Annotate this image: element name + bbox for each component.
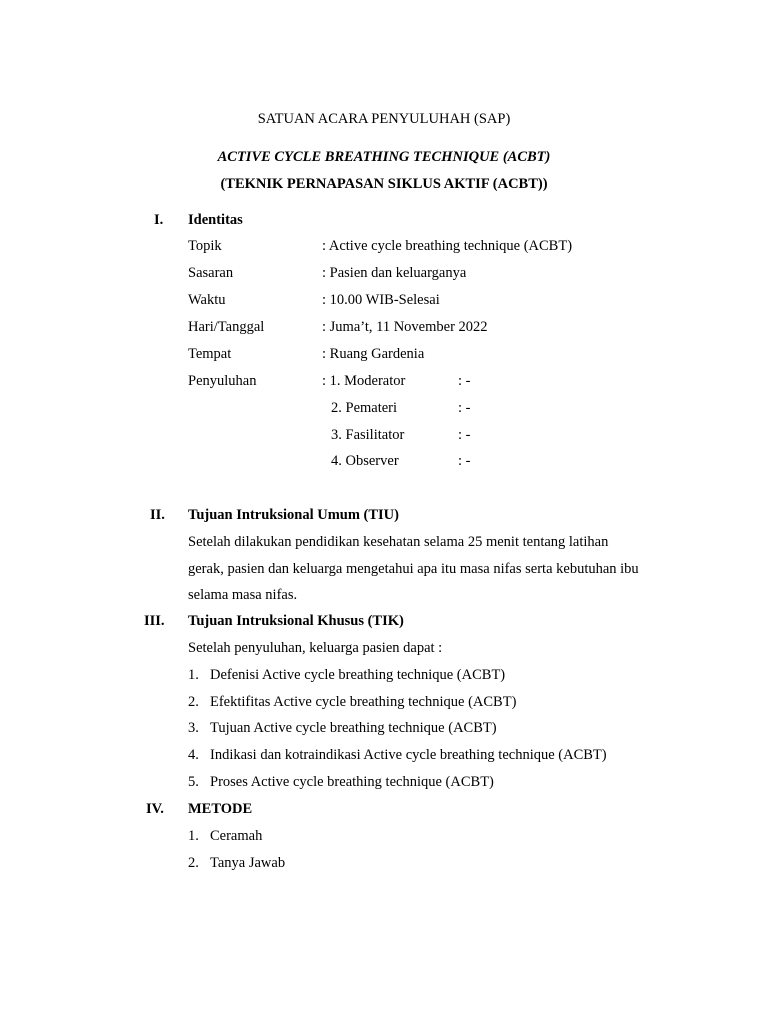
section-2-numeral: II. xyxy=(150,507,165,523)
identity-label-sasaran: Sasaran xyxy=(188,265,234,281)
tiu-paragraph-line-2: gerak, pasien dan keluarga mengetahui apa itu masa nifas serta kebutuhan ibu xyxy=(188,561,639,577)
tiu-paragraph-line-3: selama masa nifas. xyxy=(188,587,298,603)
role-value-observer: : - xyxy=(458,453,471,469)
identity-value-tempat: : Ruang Gardenia xyxy=(322,346,425,362)
identity-label-tempat: Tempat xyxy=(188,346,232,362)
identity-value-sasaran: : Pasien dan keluarganya xyxy=(322,265,467,281)
identity-label-penyuluhan: Penyuluhan xyxy=(188,373,257,389)
identity-value-waktu: : 10.00 WIB-Selesai xyxy=(322,292,440,308)
section-2-heading: Tujuan Intruksional Umum (TIU) xyxy=(188,507,399,523)
section-1-heading: Identitas xyxy=(188,212,243,228)
section-1-numeral: I. xyxy=(154,212,164,228)
tik-item-number: 5. xyxy=(188,774,199,790)
tiu-paragraph-line-1: Setelah dilakukan pendidikan kesehatan selama 25 menit tentang latihan xyxy=(188,534,609,550)
section-4-heading: METODE xyxy=(188,801,253,817)
tik-item-text: Tujuan Active cycle breathing technique (ACBT) xyxy=(210,720,497,736)
tik-item-number: 3. xyxy=(188,720,199,736)
role-value-fasilitator: : - xyxy=(458,427,471,443)
document-title: SATUAN ACARA PENYULUHAH (SAP) xyxy=(257,111,511,127)
role-value-pemateri: : - xyxy=(458,400,471,416)
document-subtitle: (TEKNIK PERNAPASAN SIKLUS AKTIF (ACBT)) xyxy=(220,176,548,192)
tik-item-text: Proses Active cycle breathing technique (ACBT) xyxy=(210,774,494,790)
tik-item-number: 2. xyxy=(188,694,199,710)
identity-value-penyuluhan: : 1. Moderator xyxy=(322,373,406,389)
identity-label-hari-tanggal: Hari/Tanggal xyxy=(188,319,265,335)
tik-item-number: 4. xyxy=(188,747,199,763)
metode-item-number: 1. xyxy=(188,828,199,844)
tik-item-number: 1. xyxy=(188,667,199,683)
identity-label-waktu: Waktu xyxy=(188,292,226,308)
section-4-numeral: IV. xyxy=(146,801,164,817)
role-value-moderator: : - xyxy=(458,373,471,389)
role-name-observer: 4. Observer xyxy=(331,453,399,469)
section-3-heading: Tujuan Intruksional Khusus (TIK) xyxy=(188,613,404,629)
tik-intro: Setelah penyuluhan, keluarga pasien dapat : xyxy=(188,640,443,656)
document-subtitle-italic: ACTIVE CYCLE BREATHING TECHNIQUE (ACBT) xyxy=(217,149,551,165)
section-3-numeral: III. xyxy=(144,613,165,629)
identity-value-topik: : Active cycle breathing technique (ACBT) xyxy=(322,238,573,254)
tik-item-text: Indikasi dan kotraindikasi Active cycle breathing technique (ACBT) xyxy=(210,747,607,763)
metode-item-text: Ceramah xyxy=(210,828,263,844)
identity-value-hari-tanggal: : Juma’t, 11 November 2022 xyxy=(322,319,488,335)
tik-item-text: Efektifitas Active cycle breathing technique (ACBT) xyxy=(210,694,517,710)
metode-item-number: 2. xyxy=(188,855,199,871)
metode-item-text: Tanya Jawab xyxy=(210,855,286,871)
role-name-pemateri: 2. Pemateri xyxy=(331,400,398,416)
tik-item-text: Defenisi Active cycle breathing technique (ACBT) xyxy=(210,667,506,683)
identity-label-topik: Topik xyxy=(188,238,222,254)
role-name-fasilitator: 3. Fasilitator xyxy=(331,427,405,443)
